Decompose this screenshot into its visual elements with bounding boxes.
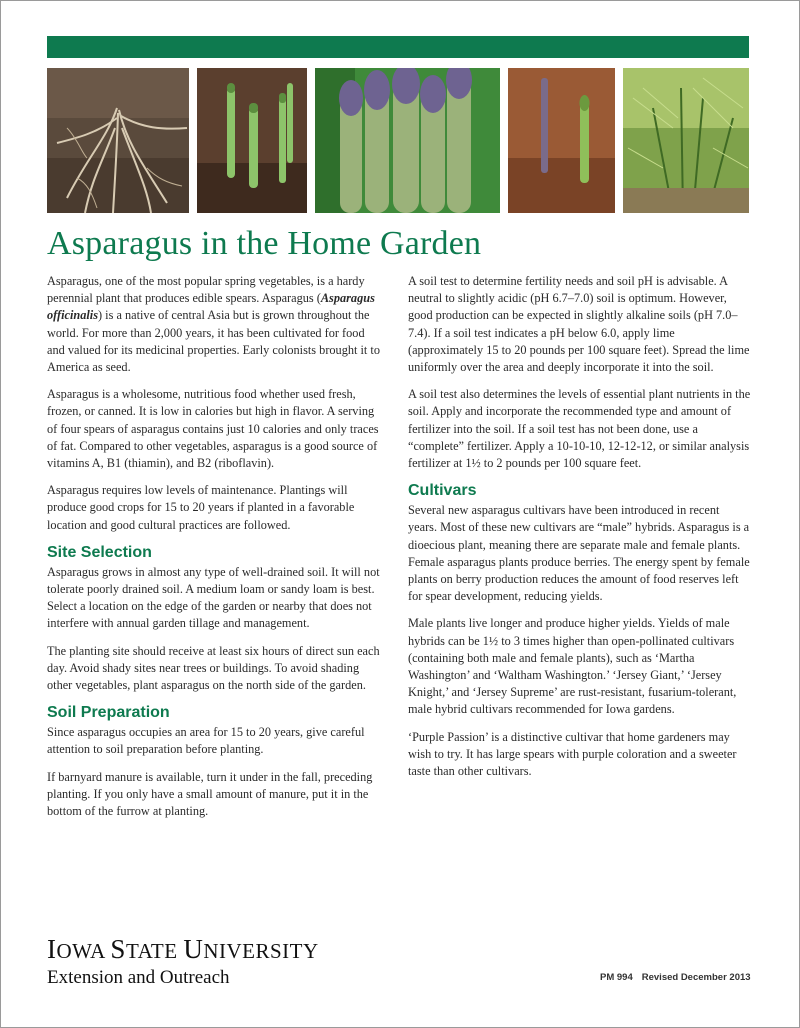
right-column [408,273,751,790]
soil-preparation-heading: Soil Preparation [47,704,170,722]
publication-id [600,972,760,983]
cultivars-paragraph-1: Several new asparagus cultivars have been introduced in recent years. Most of these new cultivars are “male” hybrids. Asparagus is a dioecious plant, meaning there are separate male and female plants. Female asparagus plants produce berries. The energy spent by female plants on berry production reduces the amount of food reserves left for spear development, reducing yields. [408,503,750,604]
maintenance-paragraph: Asparagus requires low levels of maintenance. Plantings will produce good crops for 15 to 20 years if planted in a favorable location and good cultural practices are followed. [47,483,355,532]
asparagus-fern-photo [623,68,749,213]
asparagus-spears-closeup-photo [315,68,500,213]
site-paragraph-2: The planting site should receive at least six hours of direct sun each day. Avoid shady sites near trees or buildings. To avoid shading other vegetables, plant asparagus on the north side of the garden. [47,643,380,693]
latin-name: Asparagus officinalis [47,291,375,323]
asparagus-roots-photo [47,68,189,213]
site-selection-heading: Site Selection [47,543,152,561]
extension-outreach-label: Extension and Outreach [47,967,230,988]
isu-logo [47,935,319,989]
intro-text-a: Asparagus, one of the most popular spring vegetables, is a hardy perennial plant that produces edible spears. Asparagus ( [47,274,365,306]
pub-number: PM 994 [600,972,633,983]
revision-date: Revised December 2013 [641,972,751,983]
header-bar [47,36,749,58]
intro-paragraph [47,273,382,376]
left-column [47,273,382,830]
cultivars-heading: Cultivars [408,482,477,500]
soil-paragraph-2: If barnyard manure is available, turn it under in the fall, preceding planting. If you only have a small amount of manure, put it in the bottom of the furrow at planting. [47,769,373,819]
site-paragraph-1: Asparagus grows in almost any type of well-drained soil. It will not tolerate poorly drained soil. A medium loam or sandy loam is best. Select a location on the edge of the garden or nearby that does not interfere with annual garden tillage and management. [47,564,380,631]
document-title: Asparagus in the Home Garden [47,225,482,262]
soil-test-paragraph: A soil test to determine fertility needs and soil pH is advisable. A neutral to slightly acidic (pH 6.7–7.0) soil is optimum. However, good production can be expected in slightly alkaline soils (pH 7.0–7.4). If a soil test indicates a pH below 6.0, apply lime (approximately 15 to 20 pounds per 100 square feet). Spread the lime uniformly over the area and deeply incorporate it into the soil. [408,274,750,375]
cultivars-paragraph-3: ‘Purple Passion’ is a distinctive cultivar that home gardeners may wish to try. It has large spears with purple coloration and a sweeter taste than other cultivars. [408,729,737,779]
fertilizer-paragraph: A soil test also determines the levels of essential plant nutrients in the soil. Apply and incorporate the recommended type and amount of fertilizer into the soil. If a soil test has not been done, use a “complete” fertilizer. Apply a 10-10-10, 12-12-12, or similar analysis fertilizer at 1½ to 2 pounds per 100 square feet. [408,387,751,471]
soil-paragraph-1: Since asparagus occupies an area for 15 to 20 years, give careful attention to soil preparation before planting. [47,725,365,757]
asparagus-sprouts-photo [197,68,307,213]
intro-text-b: ) is a native of central Asia but is grown throughout the world. For more than 2,000 years, it has been cultivated for food and valued for its medicinal properties. Early colonists brought it to America as seed. [47,308,380,375]
isu-wordmark: IOWA STATE UNIVERSITY [47,934,319,964]
cultivars-paragraph-2: Male plants live longer and produce higher yields. Yields of male hybrids can be 1½ to 3 times higher than open-pollinated cultivars (containing both male and female plants), such as ‘Martha Washington’ and ‘Waltham Washington.’ ‘Jersey Giant,’ ‘Jersey Knight,’ and ‘Jersey Supreme’ are rust-resistant, fusarium-tolerant, male hybrid cultivars recommended for Iowa gardens. [408,616,737,717]
nutrition-paragraph: Asparagus is a wholesome, nutritious food whether used fresh, frozen, or canned. It is low in calories but high in flavor. A serving of four spears of asparagus contains just 10 calories and only traces of fat. Compared to other vegetables, asparagus is a good source of vitamins A, B1 (thiamin), and B2 (riboflavin). [47,387,379,471]
asparagus-spear-in-soil-photo [508,68,615,213]
